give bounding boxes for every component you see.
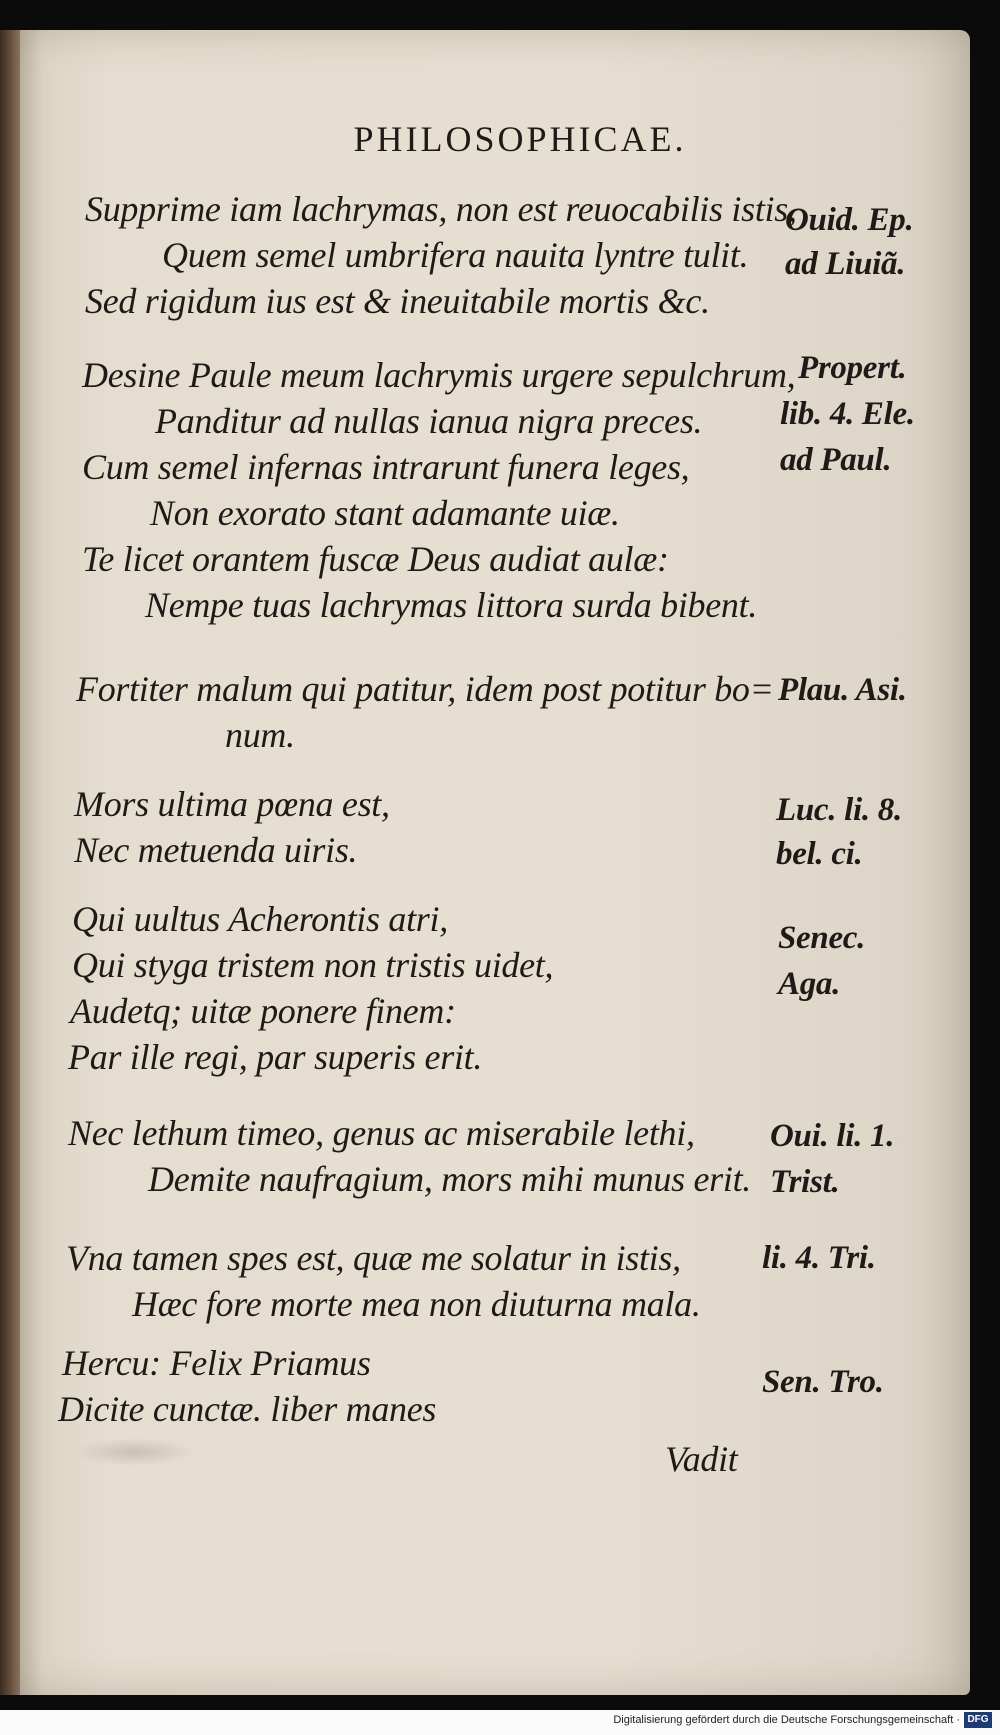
verse-line: Non exorato stant adamante uiæ. — [150, 493, 620, 533]
verse-line: Demite naufragium, mors mihi munus erit. — [148, 1159, 751, 1199]
margin-citation: Sen. Tro. — [762, 1364, 884, 1400]
margin-citation: Luc. li. 8. — [776, 792, 902, 828]
book-spine-edge — [0, 30, 20, 1695]
verse-line: Cum semel infernas intrarunt funera leges, — [82, 447, 690, 487]
verse-line: Desine Paule meum lachrymis urgere sepulchrum, — [82, 355, 796, 395]
prose-line: num. — [225, 715, 295, 755]
ink-smudge — [75, 1438, 195, 1466]
dfg-logo: DFG — [964, 1712, 992, 1728]
margin-citation: ad Liuiã. — [785, 246, 906, 282]
verse-line: Par ille regi, par superis erit. — [68, 1037, 483, 1077]
margin-citation: Ouid. Ep. — [785, 202, 914, 238]
verse-line: Quem semel umbrifera nauita lyntre tulit. — [162, 235, 749, 275]
verse-line: Sed rigidum ius est & ineuitabile mortis &c. — [85, 281, 710, 321]
margin-citation: Senec. — [778, 920, 866, 956]
verse-line: Dicite cunctæ. liber manes — [58, 1389, 437, 1429]
verse-line: Hæc fore morte mea non diuturna mala. — [132, 1284, 701, 1324]
verse-line: Audetq; uitæ ponere finem: — [70, 991, 456, 1031]
verse-line: Nec metuenda uiris. — [74, 830, 358, 870]
margin-citation: ad Paul. — [780, 442, 892, 478]
margin-citation: Aga. — [778, 966, 841, 1002]
verse-line: Qui uultus Acherontis atri, — [72, 899, 448, 939]
verse-line: Nempe tuas lachrymas littora surda bibent. — [145, 585, 758, 625]
verse-line: Supprime iam lachrymas, non est reuocabilis istis, — [85, 189, 797, 229]
margin-citation: Trist. — [770, 1164, 840, 1200]
footer-credit: Digitalisierung gefördert durch die Deutsche Forschungsgemeinschaft · — [613, 1714, 960, 1726]
verse-line: Te licet orantem fuscæ Deus audiat aulæ: — [82, 539, 669, 579]
verse-line: Nec lethum timeo, genus ac miserabile lethi, — [68, 1113, 695, 1153]
verse-line: Mors ultima pœna est, — [74, 784, 390, 824]
margin-citation: Oui. li. 1. — [770, 1118, 895, 1154]
margin-citation: Propert. — [798, 350, 907, 386]
margin-citation: lib. 4. Ele. — [780, 396, 915, 432]
margin-citation: li. 4. Tri. — [762, 1240, 876, 1276]
running-head: PHILOSOPHICAE. — [353, 119, 687, 159]
verse-line: Hercu: Felix Priamus — [62, 1343, 371, 1383]
verse-line: Panditur ad nullas ianua nigra preces. — [155, 401, 703, 441]
prose-line: Fortiter malum qui patitur, idem post potitur bo= — [76, 669, 774, 709]
margin-citation: bel. ci. — [776, 836, 863, 872]
margin-citation: Plau. Asi. — [778, 672, 907, 708]
verse-line: Qui styga tristem non tristis uidet, — [72, 945, 554, 985]
catchword: Vadit — [665, 1439, 738, 1479]
verse-line: Vna tamen spes est, quæ me solatur in istis, — [66, 1238, 681, 1278]
